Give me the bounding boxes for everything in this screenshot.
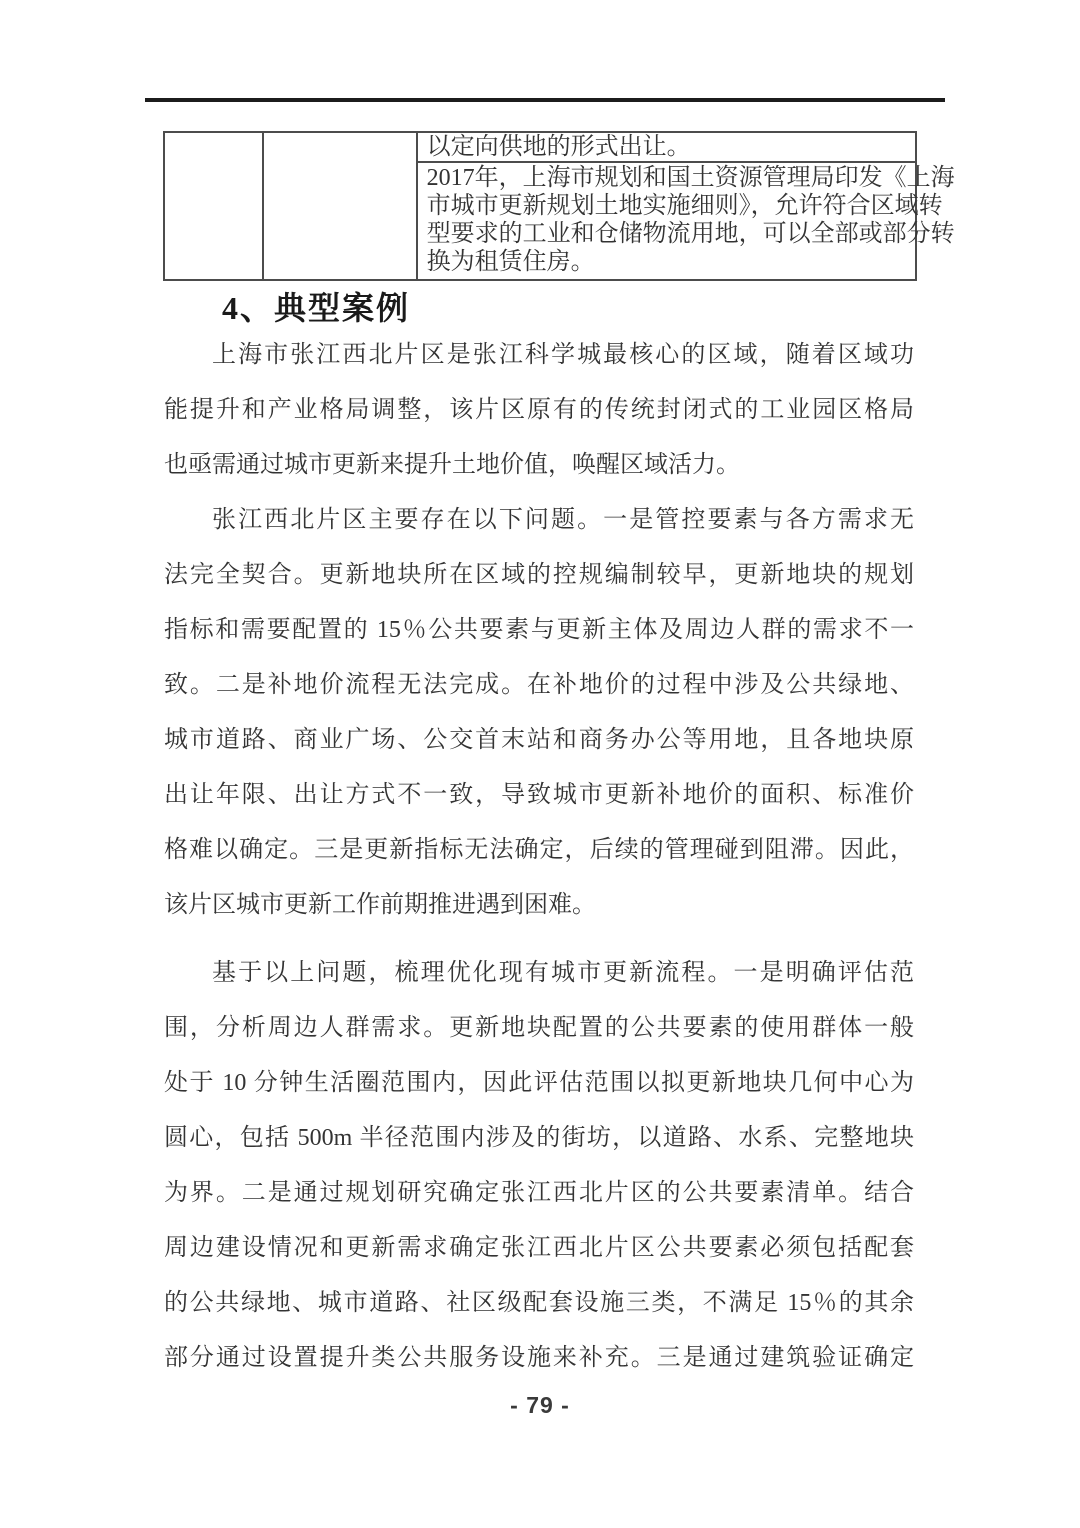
text-line: 致。二是补地价流程无法完成。在补地价的过程中涉及公共绿地、	[164, 672, 914, 698]
text-line: 法完全契合。更新地块所在区域的控规编制较早，更新地块的规划	[164, 562, 914, 588]
text-line: 该片区城市更新工作前期推进遇到困难。	[164, 892, 596, 918]
section-heading: 4、典型案例	[222, 290, 411, 326]
continuation-table	[163, 131, 955, 281]
text-line: 上海市张江西北片区是张江科学城最核心的区域，随着区域功	[212, 342, 914, 368]
paragraph-1	[164, 328, 914, 493]
text-line: 圆心，包括 500m 半径范围内涉及的街坊，以道路、水系、完整地块	[164, 1125, 914, 1151]
table-cell-col3-row1	[417, 132, 916, 162]
table-text-line: 2017年，上海市规划和国土资源管理局印发《上海	[426, 165, 955, 191]
text-line: 也亟需通过城市更新来提升土地价值，唤醒区域活力。	[164, 452, 740, 478]
table-cell-text: 以定向供地的形式出让。	[426, 134, 691, 160]
table-cell-col2	[263, 132, 417, 280]
text-line: 指标和需要配置的 15％公共要素与更新主体及周边人群的需求不一	[164, 617, 914, 643]
paragraph-2	[164, 493, 914, 933]
header-rule	[145, 98, 945, 102]
table-row	[164, 132, 916, 162]
text-line: 格难以确定。三是更新指标无法确定，后续的管理碰到阻滞。因此，	[164, 837, 914, 863]
text-line: 周边建设情况和更新需求确定张江西北片区公共要素必须包括配套	[164, 1235, 914, 1261]
text-line: 能提升和产业格局调整，该片区原有的传统封闭式的工业园区格局	[164, 397, 914, 423]
table-cell-col1	[164, 132, 263, 280]
paragraph-3	[164, 946, 914, 1386]
text-line: 的公共绿地、城市道路、社区级配套设施三类，不满足 15％的其余	[164, 1290, 914, 1316]
text-line: 为界。二是通过规划研究确定张江西北片区的公共要素清单。结合	[164, 1180, 914, 1206]
table-text-line: 型要求的工业和仓储物流用地，可以全部或部分转	[426, 221, 955, 247]
text-line: 部分通过设置提升类公共服务设施来补充。三是通过建筑验证确定	[164, 1345, 914, 1371]
table-text-line: 换为租赁住房。	[426, 249, 595, 275]
text-line: 围，分析周边人群需求。更新地块配置的公共要素的使用群体一般	[164, 1015, 914, 1041]
table-cell-col3-row2	[417, 162, 955, 280]
table-cell-paragraph	[418, 163, 955, 279]
text-line: 城市道路、商业广场、公交首末站和商务办公等用地，且各地块原	[164, 727, 914, 753]
text-line: 张江西北片区主要存在以下问题。一是管控要素与各方需求无	[212, 507, 914, 533]
page-number: - 79 -	[510, 1392, 570, 1418]
text-line: 处于 10 分钟生活圈范围内，因此评估范围以拟更新地块几何中心为	[164, 1070, 914, 1096]
table-text-line: 市城市更新规划土地实施细则》，允许符合区域转	[426, 193, 943, 219]
text-line: 基于以上问题，梳理优化现有城市更新流程。一是明确评估范	[212, 960, 914, 986]
text-line: 出让年限、出让方式不一致，导致城市更新补地价的面积、标准价	[164, 782, 914, 808]
